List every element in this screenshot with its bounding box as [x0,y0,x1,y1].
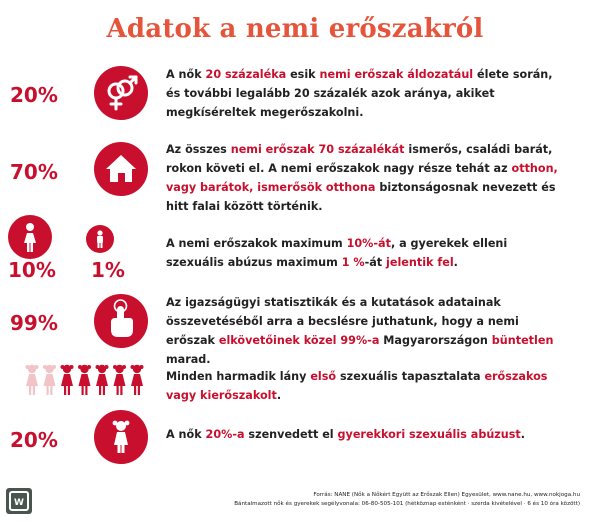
logo-label: W [14,498,24,508]
girls-row-icon [24,362,148,400]
source-line-1: Forrás: NANE (Nők a Nőkért Együtt az Erőszak Ellen) Egyesület, www.nane.hu, www.nokjoga.hu [313,492,580,498]
body-text: . [520,428,526,441]
girl-figure-light [26,365,39,395]
body-text: biztonságosnak nevezett és hitt falai között történik. [166,181,556,213]
girl-figure-light [43,365,56,395]
girl-figure [96,365,109,395]
highlight-text: otthon, vagy barátok, ismerősök otthona [166,162,558,194]
pointing-hand-icon [94,294,148,348]
highlight-text: 1 % [341,256,365,269]
house-icon [94,142,148,196]
stat-percent-4: 99% [10,311,58,335]
highlight-text: elkövetőinek közel 99%-a [218,334,380,347]
highlight-text: gyerekkori szexuális abúzust [337,428,521,441]
stat-percent-2: 70% [10,160,58,184]
brand-logo-icon [6,488,32,514]
woman-icon [8,215,52,259]
gender-symbols-icon [94,66,148,120]
highlight-text: büntetlen [491,334,554,347]
stat-percent-1: 20% [10,83,58,107]
stat-percent-3a: 10% [8,258,56,282]
highlight-text: 20 százaléka [205,68,287,81]
girl-figure [113,365,126,395]
body-text: Az igazságügyi statisztikák és a kutatások adatainak összevetéséből arra a becslésre juthatunk, hogy a nemi erőszak [166,296,519,347]
girl-figure [61,365,74,395]
body-text: ismerős, családi barát, rokon követi el. A nemi erőszakok nagy része tehát az [166,143,553,175]
stat-percent-6: 20% [10,428,58,452]
body-text: . [453,256,458,269]
stat-text-5 [166,367,566,405]
body-text: szexuális tapasztalata [336,370,485,383]
highlight-text: 20%-a [205,428,245,441]
girl-figure [131,365,144,395]
highlight-text: jelentik fel [386,256,454,269]
stat-text-1 [166,65,566,122]
page-title: Adatok a nemi erőszakról [106,14,484,44]
body-text: szenvedett el [244,428,338,441]
highlight-text: erőszakos vagy kierőszakolt [166,370,548,402]
highlight-text: nemi erőszak áldozatául [319,68,474,81]
highlight-text: első [310,370,337,383]
highlight-text: nemi erőszak 70 százalékát [230,143,405,156]
child-icon [86,225,114,253]
body-text: Magyarországon [379,334,492,347]
body-text: esik [286,68,320,81]
stat-text-6 [166,425,566,444]
girl-icon [94,410,148,464]
body-text: Minden harmadik lány [166,370,311,383]
source-line-2: Bántalmazott nők és gyerekek segélyvonala: 06-80-505-101 (hétköznap esténként · szerda kivételével · 6 és 10 óra között) [234,501,580,507]
body-text: A nemi erőszakok maximum [166,237,347,250]
girl-figure [78,365,91,395]
body-text: marad. [166,353,211,366]
body-text: , a gyerekek elleni szexuális abúzus maximum [166,237,508,269]
body-text: élete során, és további legalább 20 százalék azok aránya, akiket megkíséreltek megerőszakolni. [166,68,553,119]
stat-text-3 [166,234,566,272]
body-text: -át [364,256,387,269]
body-text: A nők [166,428,206,441]
stat-text-4 [166,293,566,369]
body-text: . [276,389,282,402]
stat-percent-3b: 1% [91,258,125,282]
body-text: A nők [166,68,206,81]
body-text: Az összes [166,143,231,156]
stat-text-2 [166,140,566,216]
highlight-text: 10%-át [346,237,391,250]
